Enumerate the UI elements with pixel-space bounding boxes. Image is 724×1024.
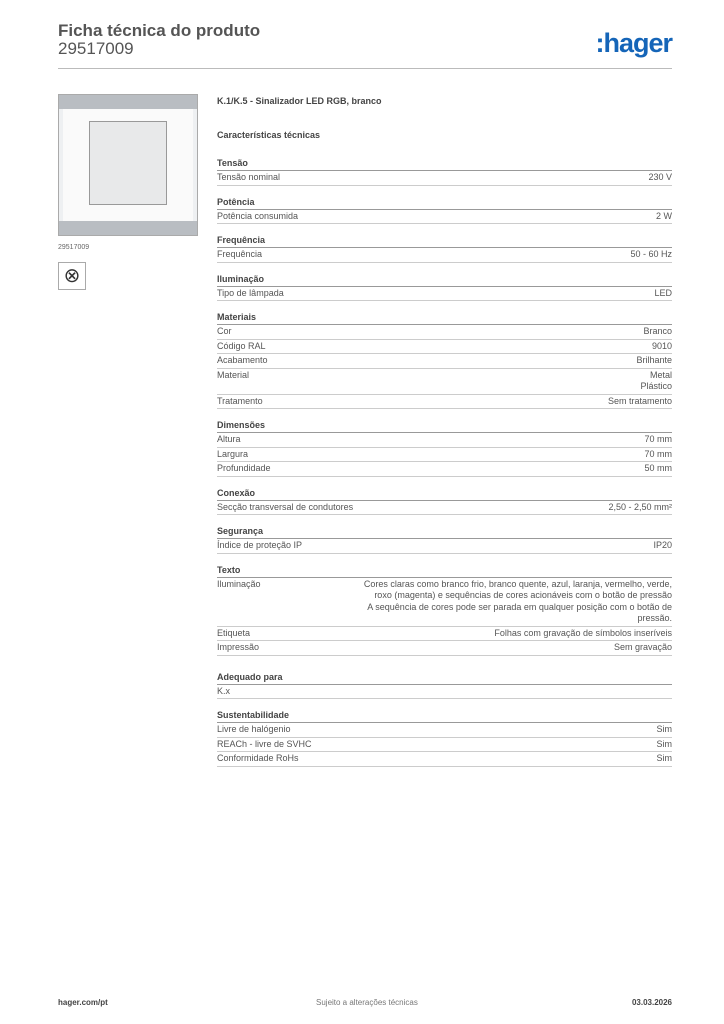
spec-label: Material [217,369,250,380]
spec-value [644,434,672,446]
spec-row [217,738,672,753]
spec-value-line: Plástico [640,381,672,391]
spec-content [217,96,672,776]
spec-section [217,708,672,767]
spec-row [217,171,672,186]
section-heading: Texto [217,563,672,578]
characteristics-title: Características técnicas [217,130,321,140]
spec-row [217,685,672,700]
spec-value-line: 50 - 60 Hz [630,249,672,259]
spec-value [352,579,672,625]
section-heading: Sustentabilidade [217,708,672,723]
header-divider [58,68,672,69]
spec-row [217,501,672,516]
spec-section [217,524,672,554]
footer-date: 03.03.2026 [631,998,672,1007]
spec-value-line: Metal [649,369,672,380]
page-title: Ficha técnica do produto [58,21,261,40]
spec-row [217,539,672,554]
spec-label: Acabamento [217,355,268,365]
spec-value [614,642,672,654]
spec-value-line: A sequência de cores pode ser parada em qualquer posição com o botão de pressão. [367,601,672,623]
spec-label: REACh - livre de SVHC [217,738,312,749]
spec-row [217,340,672,355]
image-caption: 29517009 [58,244,90,251]
spec-value-line: 70 mm [644,448,672,459]
product-title: K.1/K.5 - Sinalizador LED RGB, branco [217,96,382,106]
spec-value [648,172,672,184]
spec-value [494,628,672,640]
spec-section [217,670,672,700]
spec-label: Potência consumida [217,210,299,221]
spec-row [217,578,672,627]
section-heading: Segurança [217,524,672,539]
spec-value [652,341,672,353]
spec-value [643,326,672,338]
spec-value [636,355,672,367]
spec-section [217,195,672,225]
spec-row [217,448,672,463]
spec-row [217,325,672,340]
spec-value [653,540,672,552]
spec-label: Secção transversal de condutores [217,501,354,512]
spec-label: Índice de proteção IP [217,540,303,550]
spec-value [657,753,673,765]
spec-value-line: 9010 [651,340,672,351]
spec-value-line: IP20 [653,540,672,550]
spec-label: Largura [217,448,249,459]
spec-label: Tipo de lâmpada [217,287,284,298]
spec-label: Impressão [217,642,260,652]
spec-value-line: Sim [656,738,672,749]
spec-label: Altura [217,434,241,444]
spec-row [217,369,672,395]
product-code: 29517009 [58,39,134,58]
spec-section [217,563,672,656]
section-heading: Iluminação [217,272,672,287]
spec-value [608,396,672,408]
spec-label: Livre de halógenio [217,724,291,734]
spec-value [657,739,673,751]
spec-value-line: Branco [643,326,672,336]
lamp-symbol-icon: ⊗ [58,262,86,290]
spec-label: Frequência [217,249,263,259]
spec-value-line: Folhas com gravação de símbolos inseríveis [494,627,672,638]
spec-value [608,502,672,514]
spec-label: Cor [217,326,232,336]
spec-label: Iluminação [217,578,261,589]
spec-label: K.x [217,685,231,696]
spec-value [644,449,672,461]
spec-section [217,486,672,516]
spec-value-line: LED [654,287,672,298]
spec-label: Tratamento [217,395,263,406]
spec-row [217,287,672,302]
spec-section [217,272,672,302]
spec-value-line: Sem tratamento [607,395,672,406]
spec-section [217,418,672,477]
spec-section [217,310,672,409]
footer-website[interactable]: hager.com/pt [58,998,108,1007]
product-image [58,94,198,236]
spec-value-line: Sim [656,724,672,734]
hager-logo: :hager [595,28,672,58]
spec-label: Código RAL [217,340,266,351]
footer-note: Sujeito a alterações técnicas [316,998,418,1007]
spec-value [644,463,672,475]
spec-value [654,288,672,300]
spec-value-line: 2 W [655,210,672,221]
section-heading: Tensão [217,156,672,171]
spec-value-line: 230 V [648,172,672,182]
spec-value [630,249,672,261]
section-heading: Frequência [217,233,672,248]
spec-row [217,395,672,410]
spec-value-line: Sim [656,753,672,763]
section-heading: Conexão [217,486,672,501]
spec-row [217,752,672,767]
spec-value [640,370,672,393]
spec-label: Conformidade RoHs [217,753,299,763]
spec-row [217,641,672,656]
spec-sections [217,156,672,767]
spec-row [217,210,672,225]
spec-value-line: Sem gravação [613,642,672,652]
spec-value-line: Cores claras como branco frio, branco quente, azul, laranja, vermelho, verde, roxo (magenta) e sequências de cores acionáveis com o botão de pressão [363,578,672,600]
spec-label: Etiqueta [217,627,251,638]
spec-row [217,627,672,642]
spec-value-line: 70 mm [644,434,672,444]
spec-row [217,723,672,738]
spec-value [657,724,673,736]
section-heading: Potência [217,195,672,210]
spec-value-line: 50 mm [644,463,672,473]
section-heading: Materiais [217,310,672,325]
spec-label: Profundidade [217,463,271,473]
spec-value [656,211,672,223]
section-heading: Adequado para [217,670,672,685]
spec-section [217,156,672,186]
spec-section [217,233,672,263]
spec-row [217,248,672,263]
spec-value-line: 2,50 - 2,50 mm² [608,501,672,512]
spec-value-line: Brilhante [636,355,672,365]
spec-row [217,433,672,448]
spec-row [217,354,672,369]
spec-row [217,462,672,477]
section-heading: Dimensões [217,418,672,433]
spec-label: Tensão nominal [217,172,281,182]
